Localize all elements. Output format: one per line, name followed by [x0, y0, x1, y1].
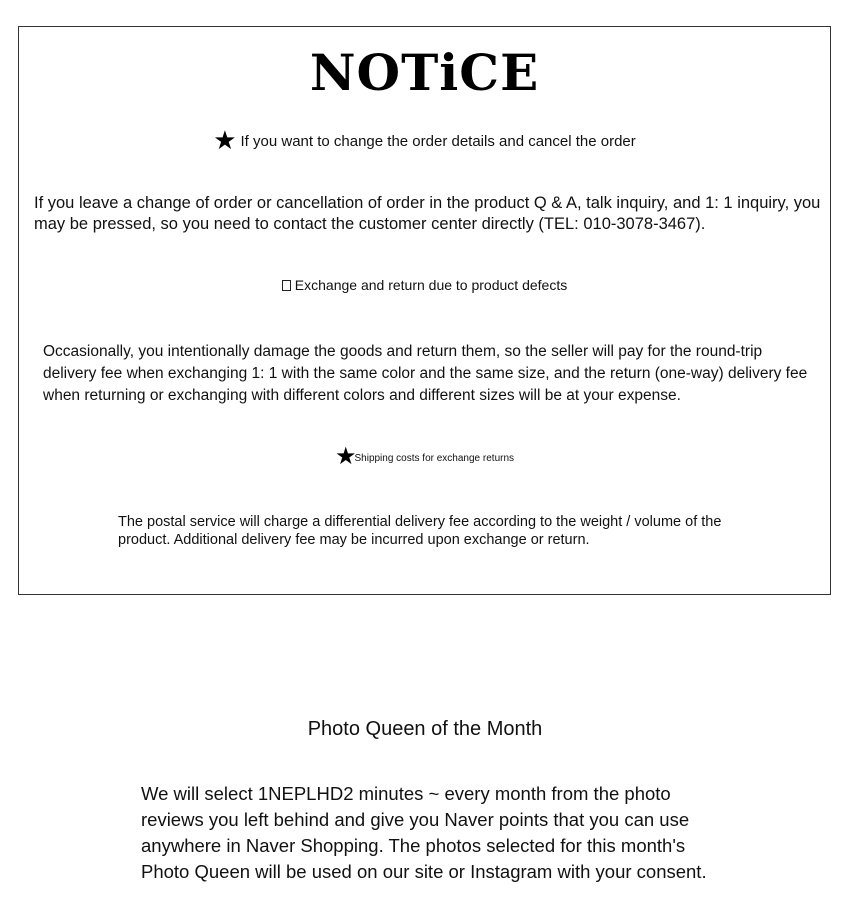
order-change-heading-text: If you want to change the order details and cancel the order — [240, 133, 636, 150]
photo-queen-title: Photo Queen of the Month — [307, 718, 543, 740]
defects-paragraph: Occasionally, you intentionally damage the goods and return them, so the seller will pay for the round-trip delivery fee when exchanging 1: 1 with the same color and the same size, and the return (one-way) delivery fee when returning or exchanging with different colors and different sizes will be at your expense. — [43, 343, 808, 404]
star-icon: ★ — [334, 443, 357, 470]
defects-heading — [19, 275, 830, 295]
shipping-paragraph: The postal service will charge a differential delivery fee according to the weight / volume of the product. Additional delivery fee may be incurred upon exchange or return. — [118, 514, 722, 548]
notice-box — [18, 26, 831, 595]
order-change-heading — [19, 125, 830, 157]
shipping-heading — [19, 445, 830, 471]
photo-queen-paragraph: We will select 1NEPLHD2 minutes ~ every month from the photo reviews you left behind and give you Naver points that you can use anywhere in Naver Shopping. The photos selected for this month's Photo Queen will be used on our site or Instagram with your consent. — [141, 783, 707, 882]
order-change-paragraph: If you leave a change of order or cancellation of order in the product Q & A, talk inquiry, and 1: 1 inquiry, you may be pressed, so you need to contact the customer center directly (TEL: 010-3078-3467). — [34, 194, 821, 233]
defects-heading-text: Exchange and return due to product defects — [294, 277, 568, 293]
star-icon: ★ — [213, 125, 237, 155]
square-bullet-icon — [282, 280, 291, 291]
shipping-heading-text: Shipping costs for exchange returns — [354, 453, 515, 464]
notice-title: NOTiCE — [309, 43, 540, 102]
